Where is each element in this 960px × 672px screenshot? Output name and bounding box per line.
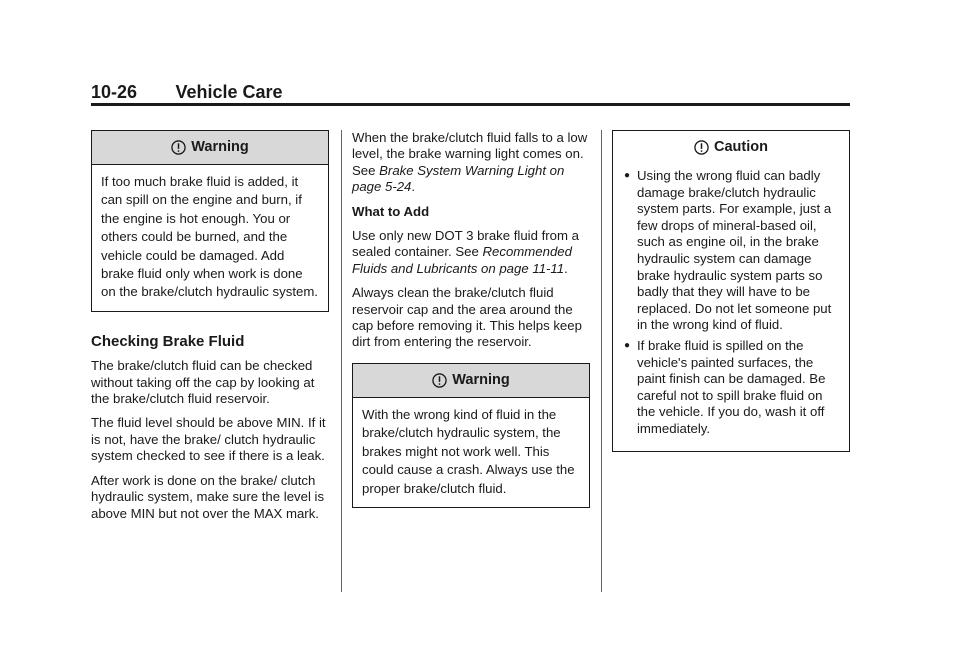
paragraph: The brake/clutch fluid can be checked without taking off the cap by looking at the brake/clutch fluid reservoir. bbox=[91, 358, 315, 407]
header-rule bbox=[91, 103, 850, 106]
list-item-text: Using the wrong fluid can badly damage brake/clutch hydraulic system parts. For example, just a few drops of mineral-based oil, such as engine oil, in the brake hydraulic system can damage brake hydraulic system parts so badly that they will have to be replaced. Do not let someone put in the wrong kind of fluid. bbox=[637, 168, 832, 333]
caution-icon bbox=[694, 140, 709, 155]
bullet-icon: ● bbox=[624, 170, 631, 181]
column-divider bbox=[341, 130, 342, 592]
section-heading: Checking Brake Fluid bbox=[91, 332, 245, 350]
list-item bbox=[622, 168, 840, 334]
cross-reference-link[interactable]: Brake System Warning Light on page 5-24 bbox=[352, 162, 565, 195]
caution-body bbox=[613, 164, 849, 451]
paragraph: After work is done on the brake/ clutch hydraulic system, make sure the level is above MIN but not over the MAX mark. bbox=[91, 472, 325, 521]
warning-text: With the wrong kind of fluid in the brake/clutch hydraulic system, the brakes might not work well. This could cause a crash. Always use the proper brake/clutch fluid. bbox=[362, 406, 575, 496]
subheading: What to Add bbox=[352, 203, 430, 219]
paragraph: The fluid level should be above MIN. If it is not, have the brake/ clutch hydraulic system checked to see if there is a leak. bbox=[91, 415, 326, 464]
paragraph bbox=[352, 228, 590, 277]
caution-list bbox=[622, 168, 840, 438]
warning-header bbox=[92, 131, 328, 165]
column-3 bbox=[612, 130, 850, 452]
caution-title: Caution bbox=[714, 139, 768, 156]
column-2 bbox=[352, 130, 590, 508]
paragraph-text: Use only new DOT 3 brake fluid from a sealed container. See bbox=[352, 228, 579, 260]
column-divider bbox=[601, 130, 602, 592]
page-header bbox=[91, 82, 850, 103]
paragraph: Always clean the brake/clutch fluid reservoir cap and the area around the cap before removing it. This helps keep dirt from entering the reservoir. bbox=[352, 285, 582, 350]
paragraph-text: When the brake/clutch fluid falls to a low level, the brake warning light comes on. See bbox=[352, 130, 588, 178]
warning-title: Warning bbox=[452, 372, 510, 389]
paragraph-end: . bbox=[411, 179, 416, 195]
list-item-text: If brake fluid is spilled on the vehicle's painted surfaces, the paint finish can be damaged. Be careful not to spill brake fluid on the vehicle. If you do, wash it off immediately. bbox=[637, 337, 826, 436]
warning-text: If too much brake fluid is added, it can spill on the engine and burn, if the engine is hot enough. You or others could be burned, and the vehicle could be damaged. Add brake fluid only when work is done on the brake/clutch hydraulic system. bbox=[101, 174, 318, 300]
page-number: 10-26 bbox=[91, 82, 138, 102]
warning-icon bbox=[432, 373, 447, 388]
caution-box bbox=[612, 130, 850, 452]
warning-icon bbox=[171, 140, 186, 155]
warning-box bbox=[352, 363, 590, 508]
section-title: Vehicle Care bbox=[175, 82, 283, 102]
paragraph bbox=[352, 130, 590, 196]
warning-box bbox=[91, 130, 329, 312]
paragraph-end: . bbox=[564, 260, 568, 276]
column-1 bbox=[91, 130, 329, 530]
warning-header bbox=[353, 364, 589, 398]
cross-reference-link[interactable]: Recommended Fluids and Lubricants on page 11-11 bbox=[352, 244, 572, 276]
warning-title: Warning bbox=[191, 139, 249, 156]
bullet-icon: ● bbox=[624, 339, 631, 351]
list-item bbox=[622, 338, 840, 438]
caution-header bbox=[613, 131, 849, 164]
